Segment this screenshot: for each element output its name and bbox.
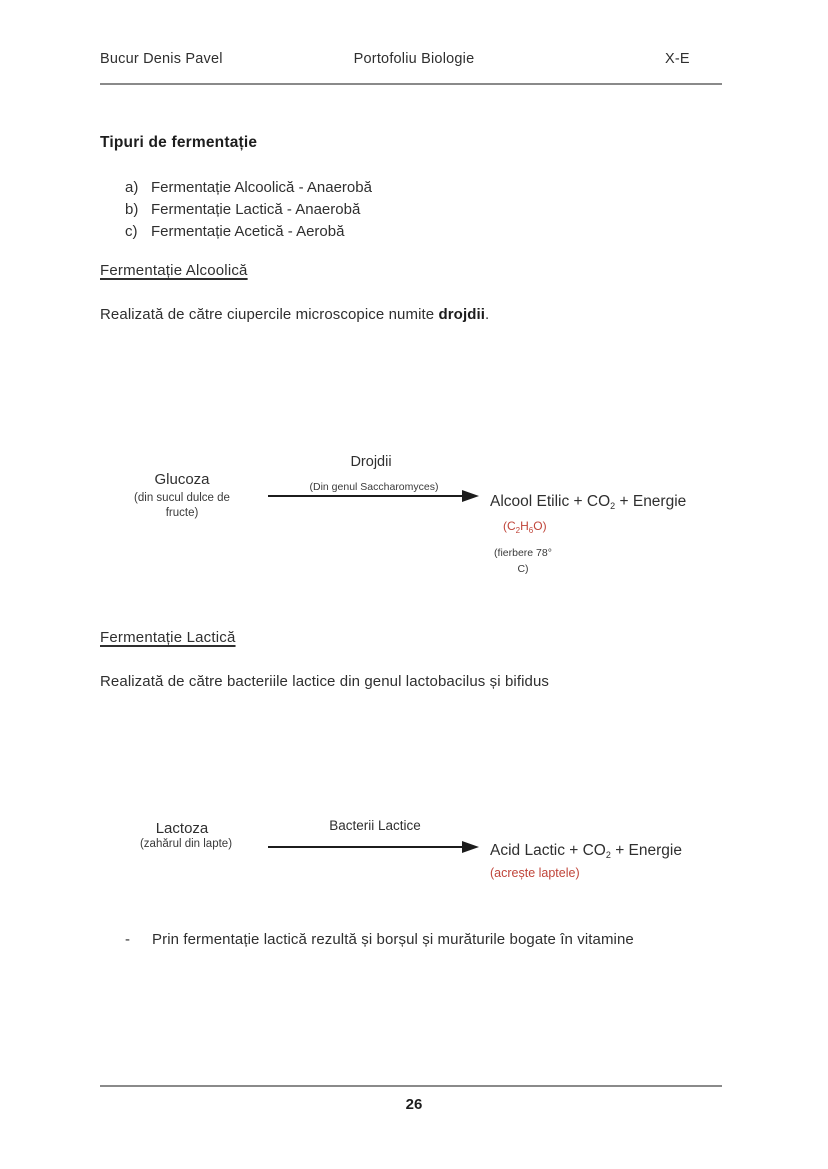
section-title: Tipuri de fermentație [100,134,258,151]
heading-lactic-fermentation: Fermentație Lactică [100,629,236,646]
list-item-label: Fermentație Lactică - Anaerobă [151,201,361,218]
alcoholic-fermentation-diagram [0,450,828,590]
reaction-arrow-head [462,490,479,502]
list-item-label: Fermentație Acetică - Aerobă [151,223,345,240]
paragraph-text: . [485,306,490,323]
diagram-reactant-label: Glucoza [154,471,210,488]
list-marker: c) [125,223,138,240]
diagram-reactant-label: Lactoza [155,820,209,837]
reactant-note-line2: fructe) [165,507,199,519]
header-author: Bucur Denis Pavel [100,51,223,67]
diagram-product-label [490,842,682,860]
subscript: 6 [528,526,534,535]
footer-divider [100,1085,722,1087]
chemical-formula [503,519,547,533]
formula-text: O) [533,519,547,533]
subscript: 2 [605,850,611,860]
product-text: Alcool Etilic + CO [490,493,611,510]
boiling-note-line2: C) [517,562,529,575]
reaction-arrow-head [462,841,479,853]
diagram-catalyst-note: (Din genul Saccharomyces) [309,481,439,493]
formula-text: H [520,519,529,533]
paragraph-alcoholic [100,306,489,323]
diagram-reactant-note: (zahărul din lapte) [139,838,233,850]
bold-term-drojdii: drojdii [438,306,486,323]
boiling-note-line1: (fierbere 78° [494,547,552,559]
list-marker: a) [125,179,139,196]
fermentation-type-list [125,177,372,243]
product-text: + Energie [610,842,682,859]
diagram-reactant-note [102,491,262,521]
diagram-product-label [490,493,686,511]
boiling-point-note [463,546,583,577]
paragraph-lactic: Realizată de către bacteriile lactice din genul lactobacilus și bifidus [100,673,550,690]
formula-text: (C [503,519,516,533]
bullet-note [125,931,634,948]
list-item-label: Fermentație Alcoolică - Anaerobă [151,179,372,196]
header-divider [100,83,722,85]
bullet-marker: - [125,931,131,948]
bullet-text: Prin fermentație lactică rezultă și borșul și murăturile bogate în vitamine [152,931,634,948]
reactant-note-line1: (din sucul dulce de [134,492,230,504]
lactic-fermentation-diagram [0,815,828,890]
product-text: Acid Lactic + CO [490,842,606,859]
diagram-catalyst-label: Drojdii [350,454,392,470]
diagram-catalyst-label: Bacterii Lactice [329,818,421,833]
list-marker: b) [125,201,139,218]
product-text: + Energie [615,493,687,510]
list-item [125,199,372,221]
page-number: 26 [405,1096,423,1113]
header-document-title: Portofoliu Biologie [353,51,475,67]
heading-alcoholic-fermentation: Fermentație Alcoolică [100,262,248,279]
header-class-label: X-E [665,51,690,67]
list-item [125,177,372,199]
reaction-arrow-line [268,495,462,497]
product-note: (acrește laptele) [490,866,580,880]
subscript: 2 [610,501,616,511]
list-item [125,221,372,243]
subscript: 2 [515,526,521,535]
paragraph-text: Realizată de către ciupercile microscopice numite [100,306,439,323]
reaction-arrow-line [268,846,462,848]
